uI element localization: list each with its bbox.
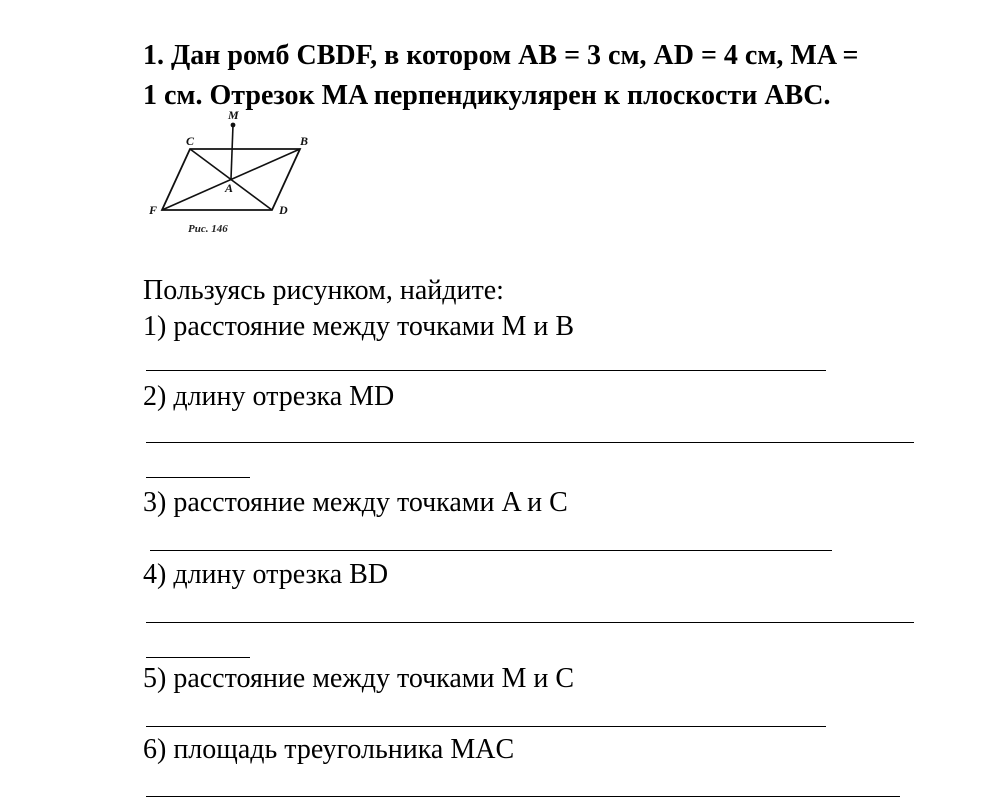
label-f: F [149,203,158,217]
problem-title-line-2: 1 см. Отрезок MA перпендикулярен к плоскости ABC. [143,80,831,111]
label-a: A [225,181,234,195]
answer-line-2a[interactable] [146,442,914,443]
rhombus-diagram [140,106,330,240]
figure-caption: Рис. 146 [188,223,228,235]
answer-line-4b[interactable] [146,657,250,658]
label-c: C [186,134,195,148]
label-b: B [300,134,309,148]
tasks-intro: Пользуясь рисунком, найдите: [143,275,504,306]
answer-line-5[interactable] [146,726,826,727]
problem-statement [143,36,943,116]
segment-ma [231,125,233,179]
task-5: 5) расстояние между точками M и C [143,663,575,694]
task-1: 1) расстояние между точками M и B [143,311,575,342]
point-m-dot [231,123,236,128]
problem-title-line-1: 1. Дан ромб CBDF, в котором AB = 3 см, AD = 4 см, MA = [143,40,859,71]
task-4: 4) длину отрезка BD [143,559,389,590]
answer-line-2b[interactable] [146,477,250,478]
answer-line-6[interactable] [146,796,900,797]
rhombus-figure [140,106,330,240]
task-6: 6) площадь треугольника MAC [143,734,515,765]
answer-line-1[interactable] [146,370,826,371]
task-3: 3) расстояние между точками A и C [143,487,568,518]
label-m: M [228,108,239,122]
task-2: 2) длину отрезка MD [143,381,395,412]
label-d: D [279,203,288,217]
answer-line-4a[interactable] [146,622,914,623]
answer-line-3[interactable] [150,550,832,551]
